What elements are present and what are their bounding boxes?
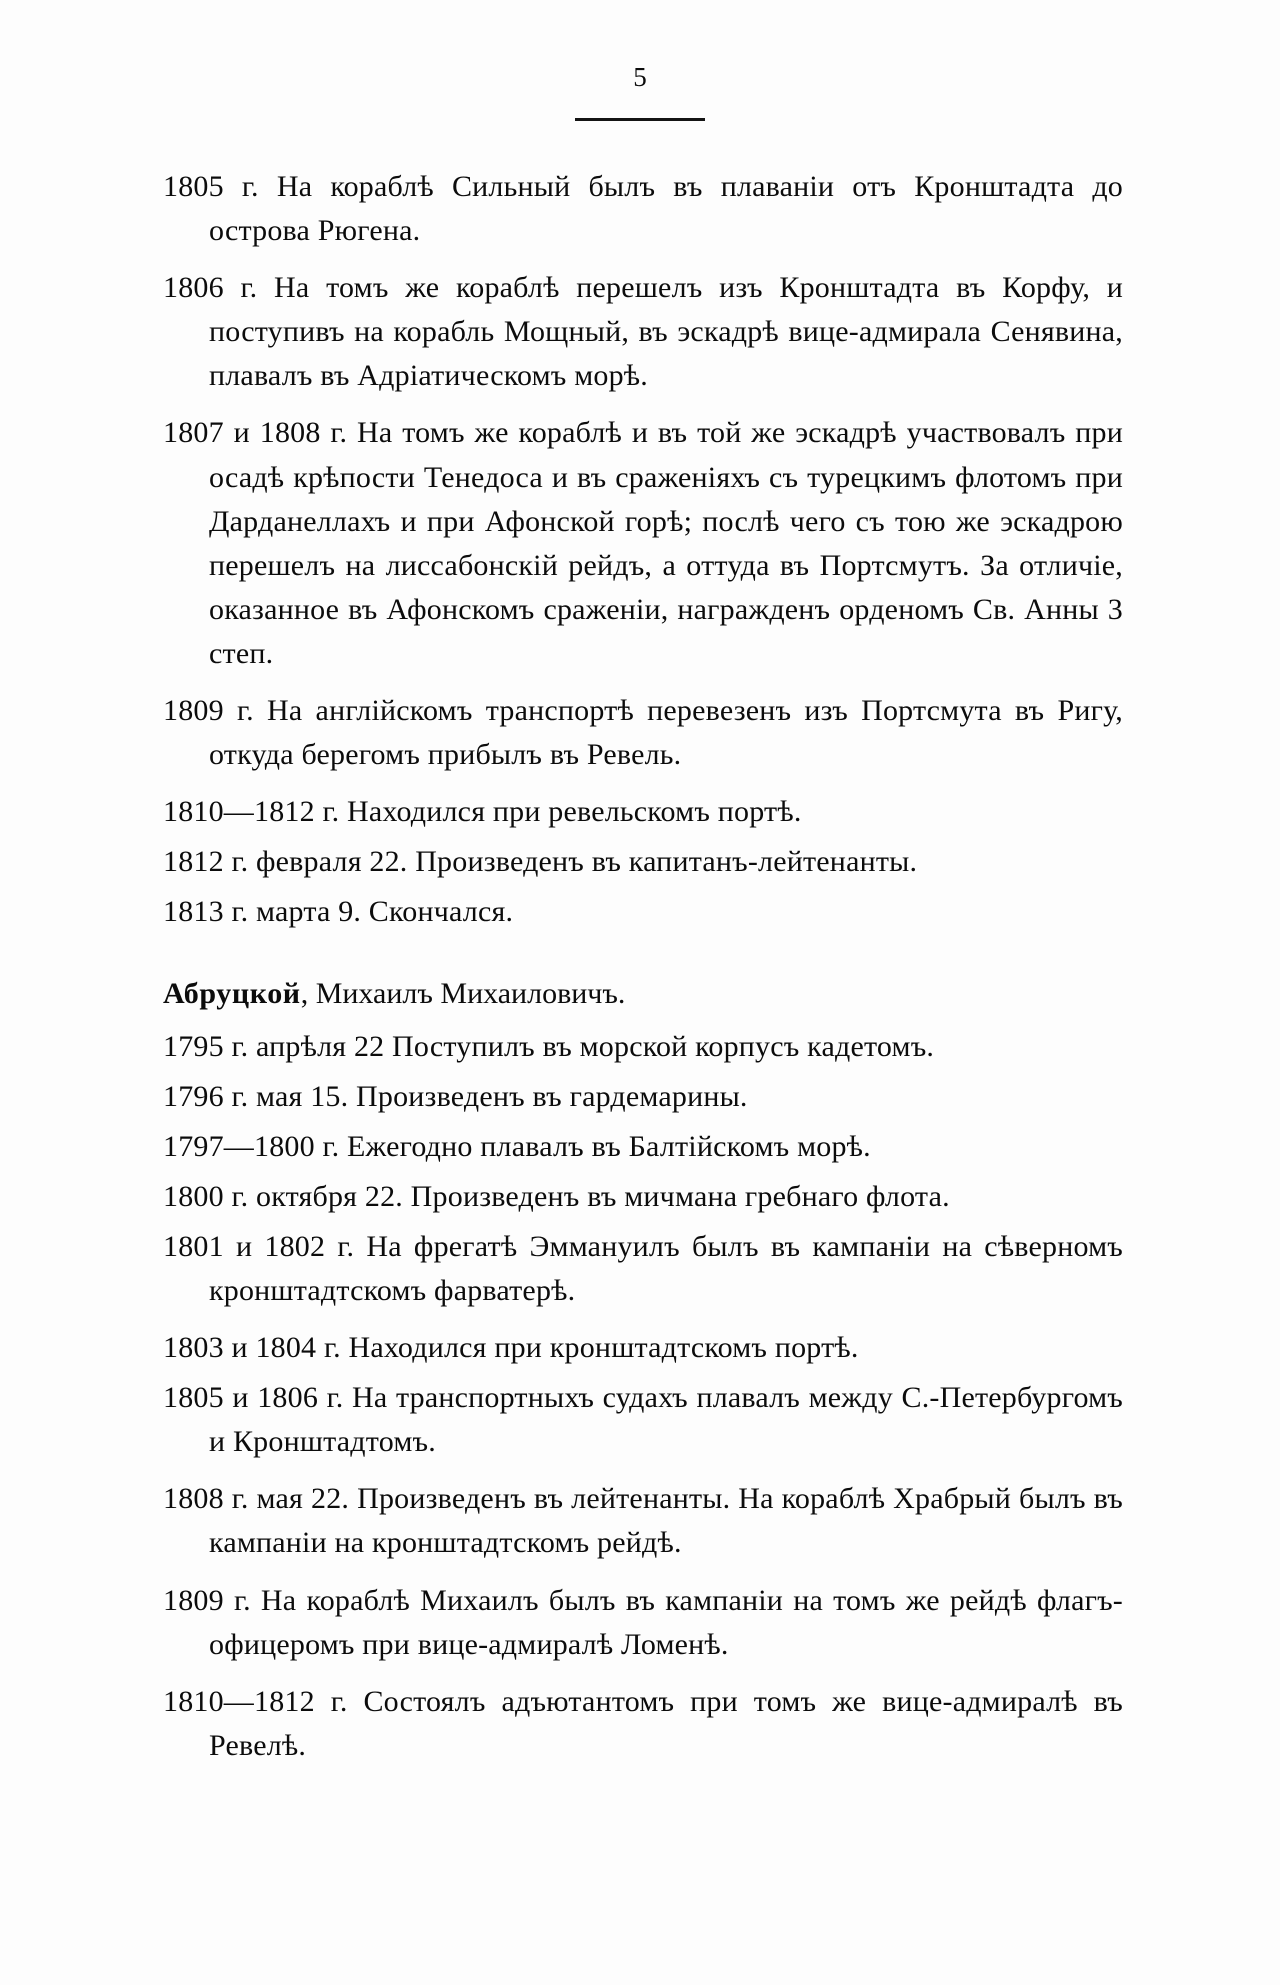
list-item [163,411,1123,676]
list-item [163,1477,1123,1565]
entry-text: 1805 и 1806 г. На транспортныхъ судахъ плавалъ между С.-Петербургомъ и Кронштадтомъ. [163,1381,1123,1459]
list-item [163,1075,1123,1119]
page-content [163,165,1123,1781]
entry-text: 1810—1812 г. Состоялъ адъютантомъ при томъ же вице-адмиралѣ въ Ревелѣ. [163,1684,1123,1762]
entry-text: 1801 и 1802 г. На фрегатѣ Эммануилъ былъ въ кампанiи на сѣверномъ кронштадтскомъ фарватерѣ. [163,1229,1123,1307]
list-item [163,1025,1123,1069]
entry-text: 1806 г. На томъ же кораблѣ перешелъ изъ Кронштадта въ Корфу, и поступивъ на корабль Мощный, въ эскадрѣ вице-адмирала Сенявина, плавалъ въ Адрiатическомъ морѣ. [163,271,1123,393]
section-given-names: , Михаилъ Михаиловичъ. [300,976,626,1010]
entry-text: 1800 г. октября 22. Произведенъ въ мичмана гребнаго флота. [163,1179,950,1213]
list-item [163,1326,1123,1370]
entry-text: 1797—1800 г. Ежегодно плавалъ въ Балтiйскомъ морѣ. [163,1129,871,1163]
entry-text: 1809 г. На кораблѣ Михаилъ былъ въ кампанiи на томъ же рейдѣ флагъ-офицеромъ при вице-адмиралѣ Ломенѣ. [163,1583,1123,1661]
entry-text: 1813 г. марта 9. Скончался. [163,895,514,929]
list-item [163,790,1123,834]
entry-text: 1805 г. На кораблѣ Сильный былъ въ плаванiи отъ Кронштадта до острова Рюгена. [163,170,1123,248]
header-divider [575,118,705,121]
list-item [163,165,1123,253]
list-item [163,840,1123,884]
page-number: 5 [633,62,647,92]
section-surname: Абруцкой [163,976,301,1010]
list-item [163,1579,1123,1667]
entry-text: 1803 и 1804 г. Находился при кронштадтскомъ портѣ. [163,1331,859,1365]
list-item [163,1376,1123,1464]
list-item [163,689,1123,777]
list-item [163,266,1123,398]
list-item [163,1175,1123,1219]
entry-text: 1807 и 1808 г. На томъ же кораблѣ и въ той же эскадрѣ участвовалъ при осадѣ крѣпости Тенедоса и въ сраженiяхъ съ турецкимъ флотомъ при Дарданеллахъ и при Афонской горѣ; послѣ чего съ тою же эскадрою перешелъ на лиссабонскiй рейдъ, а оттуда въ Портсмутъ. За отличiе, оказанное въ Афонскомъ сраженiи, награжденъ орденомъ Св. Анны 3 степ. [163,416,1123,670]
entry-text: 1810—1812 г. Находился при ревельскомъ портѣ. [163,795,802,829]
list-item [163,890,1123,934]
entry-text: 1796 г. мая 15. Произведенъ въ гардемарины. [163,1079,748,1113]
entry-text: 1809 г. На англiйскомъ транспортѣ перевезенъ изъ Портсмута въ Ригу, откуда берегомъ прибылъ въ Ревель. [163,694,1123,772]
entry-text: 1812 г. февраля 22. Произведенъ въ капитанъ-лейтенанты. [163,845,918,879]
list-item [163,1125,1123,1169]
entry-text: 1808 г. мая 22. Произведенъ въ лейтенанты. На кораблѣ Храбрый былъ въ кампанiи на кронштадтскомъ рейдѣ. [163,1482,1123,1560]
section-heading [163,977,1123,1011]
list-item [163,1225,1123,1313]
list-item [163,1680,1123,1768]
entry-text: 1795 г. апрѣля 22 Поступилъ въ морской корпусъ кадетомъ. [163,1029,935,1063]
